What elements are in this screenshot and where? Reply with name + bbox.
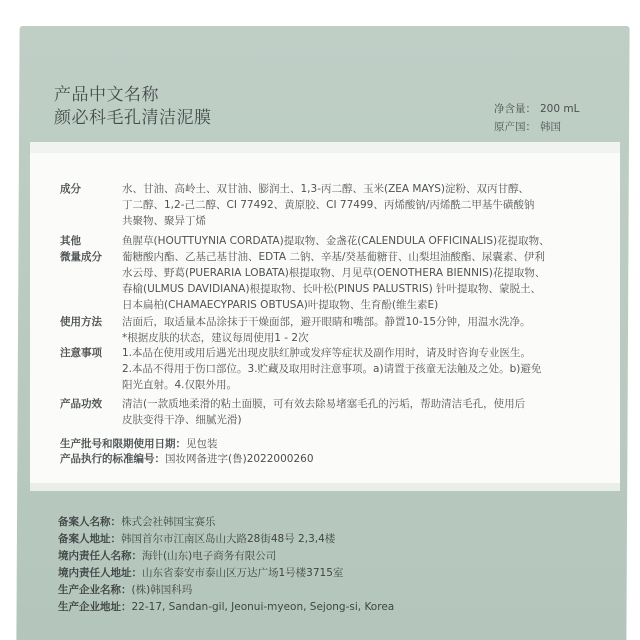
origin-row (494, 118, 579, 136)
product-title (54, 84, 212, 130)
origin-value: 韩国 (540, 121, 561, 133)
info-value: 22-17, Sandan-gil, Jeonui-myeon, Sejong-si, Korea (131, 601, 395, 613)
info-value: (株)韩国科玛 (131, 584, 193, 596)
section-line: 清洁(一款质地柔滑的粘土面膜，可有效去除易堵塞毛孔的污垢，帮助清洁毛孔，使用后 (122, 398, 526, 410)
section-line: 水、甘油、高岭土、双甘油、膨润土、1,3-丙二醇、玉米(ZEA MAYS)淀粉、双丙甘醇、 (122, 183, 530, 195)
standard-label: 产品执行的标准编号： (60, 453, 165, 465)
info-key: 境内责任人名称： (58, 550, 142, 562)
info-key: 生产企业名称： (58, 584, 132, 596)
section-line: *根据皮肤的状态，建议每周使用1 - 2次 (122, 332, 309, 344)
section-line: 丁二醇、1,2-己二醇、CI 77492、黄原胶、CI 77499、丙烯酸钠/丙烯酰二甲基牛磺酸钠 (122, 199, 535, 211)
registrant-name-line (58, 514, 394, 531)
info-value: 山东省泰安市泰山区万达广场1号楼3715室 (142, 567, 344, 579)
section-line: 阳光直射。4.仅限外用。 (122, 379, 238, 391)
info-value: 海针(山东)电子商务有限公司 (142, 550, 277, 562)
panel-bottom-bar (30, 483, 620, 491)
info-key: 备案人地址： (58, 533, 121, 545)
standard-value: 国妆网备进字(鲁)2022000260 (165, 453, 314, 465)
section-line: 葡糖酸内酯、乙基己基甘油、EDTA 二钠、辛基/癸基葡糖苷、山梨坦油酸酯、尿囊素、伊利 (122, 251, 545, 263)
manufacturer-address-line (58, 599, 394, 616)
section-line: 2.本品不得用于伤口部位。3.贮藏及取用时注意事项。a)请置于孩童无法触及之处。b)避免 (122, 363, 542, 375)
info-key: 境内责任人地址： (58, 567, 142, 579)
info-key: 备案人名称： (58, 516, 121, 528)
header-meta (494, 100, 579, 136)
registrant-address-line (58, 531, 394, 548)
section-line: 洁面后，取适量本品涂抹于干燥面部，避开眼睛和嘴部。静置10-15分钟，用温水洗净。 (122, 316, 531, 328)
section-label: 产品功效 (60, 398, 102, 410)
info-key: 生产企业地址： (58, 601, 132, 613)
section-line: 水云母、野葛(PUERARIA LOBATA)根提取物、月见草(OENOTHERA BIENNIS)花提取物、 (122, 267, 546, 279)
section-line: 共聚物、聚异丁烯 (122, 215, 206, 227)
domestic-name-line (58, 548, 394, 565)
registrant-info (58, 514, 394, 616)
standard-line (60, 451, 314, 467)
section-label: 微量成分 (60, 251, 102, 263)
origin-label: 原产国： (494, 121, 536, 133)
batch-value: 见包装 (186, 438, 218, 450)
section-label: 其他 (60, 235, 81, 247)
section-line: 皮肤变得干净、细腻光滑) (122, 414, 242, 426)
section-line: 日本扁柏(CHAMAECYPARIS OBTUSA)叶提取物、生育酚(维生素E) (122, 299, 439, 311)
section-line: 春榆(ULMUS DAVIDIANA)根提取物、长叶松(PINUS PALUSTRIS) 针叶提取物、蒙脱土、 (122, 283, 542, 295)
batch-label: 生产批号和限期使用日期： (60, 438, 186, 450)
net-content-label: 净含量： (494, 103, 536, 115)
net-content-value: 200 mL (540, 103, 580, 115)
section-line: 1.本品在使用或用后遇光出现皮肤红肿或发痒等症状及副作用时，请及时咨询专业医生。 (122, 347, 532, 359)
info-value: 株式会社韩国宝赛乐 (121, 516, 216, 528)
product-name-label: 产品中文名称 (54, 85, 159, 105)
section-label: 成分 (60, 183, 81, 195)
section-label: 使用方法 (60, 316, 102, 328)
batch-line (60, 436, 218, 452)
product-name-value: 颜必科毛孔清洁泥膜 (54, 108, 212, 128)
info-value: 韩国首尔市江南区岛山大路28街48号 2,3,4楼 (121, 533, 336, 545)
domestic-address-line (58, 565, 394, 582)
section-label: 注意事项 (60, 347, 102, 359)
section-line: 鱼腥草(HOUTTUYNIA CORDATA)提取物、金盏花(CALENDULA OFFICINALIS)花提取物、 (122, 235, 550, 247)
manufacturer-name-line (58, 582, 394, 599)
net-content-row (494, 100, 579, 118)
